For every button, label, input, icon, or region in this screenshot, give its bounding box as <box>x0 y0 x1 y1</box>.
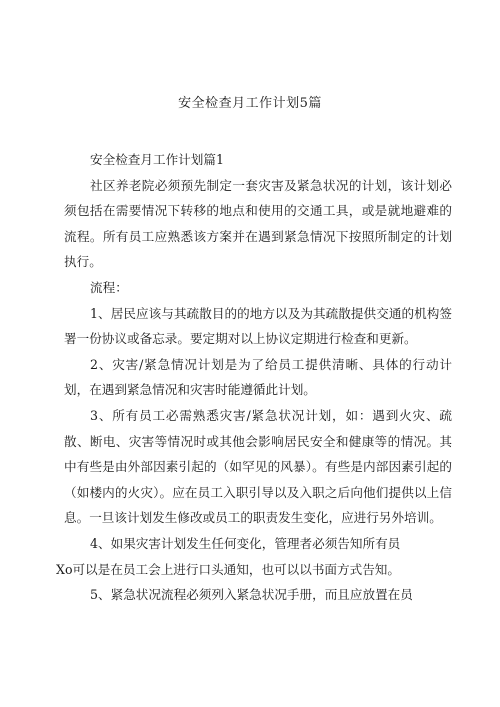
paragraph-item-5: 5、紧急状况流程必须列入紧急状况手册，而且应放置在员 <box>90 587 413 603</box>
document-body <box>56 147 452 608</box>
paragraph-item-1: 1、居民应该与其疏散目的的地方以及为其疏散提供交通的机构签署一份协议或备忘录。要定期对以上协议定期进行检查和更新。 <box>64 305 452 347</box>
paragraph-intro: 社区养老院必须预先制定一套灾害及紧急状况的计划，该计划必须包括在需要情况下转移的地点和使用的交通工具，或是就地避难的流程。所有员工应熟悉该方案并在遇到紧急情况下按照所制定的计划执行。 <box>64 177 452 270</box>
document-title: 安全检查月工作计划5篇 <box>178 96 322 111</box>
paragraph-item-3: 3、所有员工必需熟悉灾害/紧急状况计划，如：遇到火灾、疏散、断电、灾害等情况时或其他会影响居民安全和健康等的情况。其中有些是由外部因素引起的（如罕见的风暴）。有些是内部因素引起的（如楼内的火灾）。应在员工入职引导以及入职之后向他们提供以上信息。一旦该计划发生修改或员工的职责发生变化，应进行另外培训。 <box>64 407 452 526</box>
paragraph-process-label: 流程： <box>90 279 128 295</box>
paragraph-item-4-continued: Xo可以是在员工会上进行口头通知，也可以以书面方式告知。 <box>56 561 400 577</box>
section-heading: 安全检查月工作计划篇1 <box>90 152 224 167</box>
paragraph-item-2: 2、灾害/紧急情况计划是为了给员工提供清晰、具体的行动计划，在遇到紧急情况和灾害时能遵循此计划。 <box>64 356 452 398</box>
paragraph-item-4: 4、如果灾害计划发生任何变化，管理者必须告知所有员 <box>90 535 401 551</box>
